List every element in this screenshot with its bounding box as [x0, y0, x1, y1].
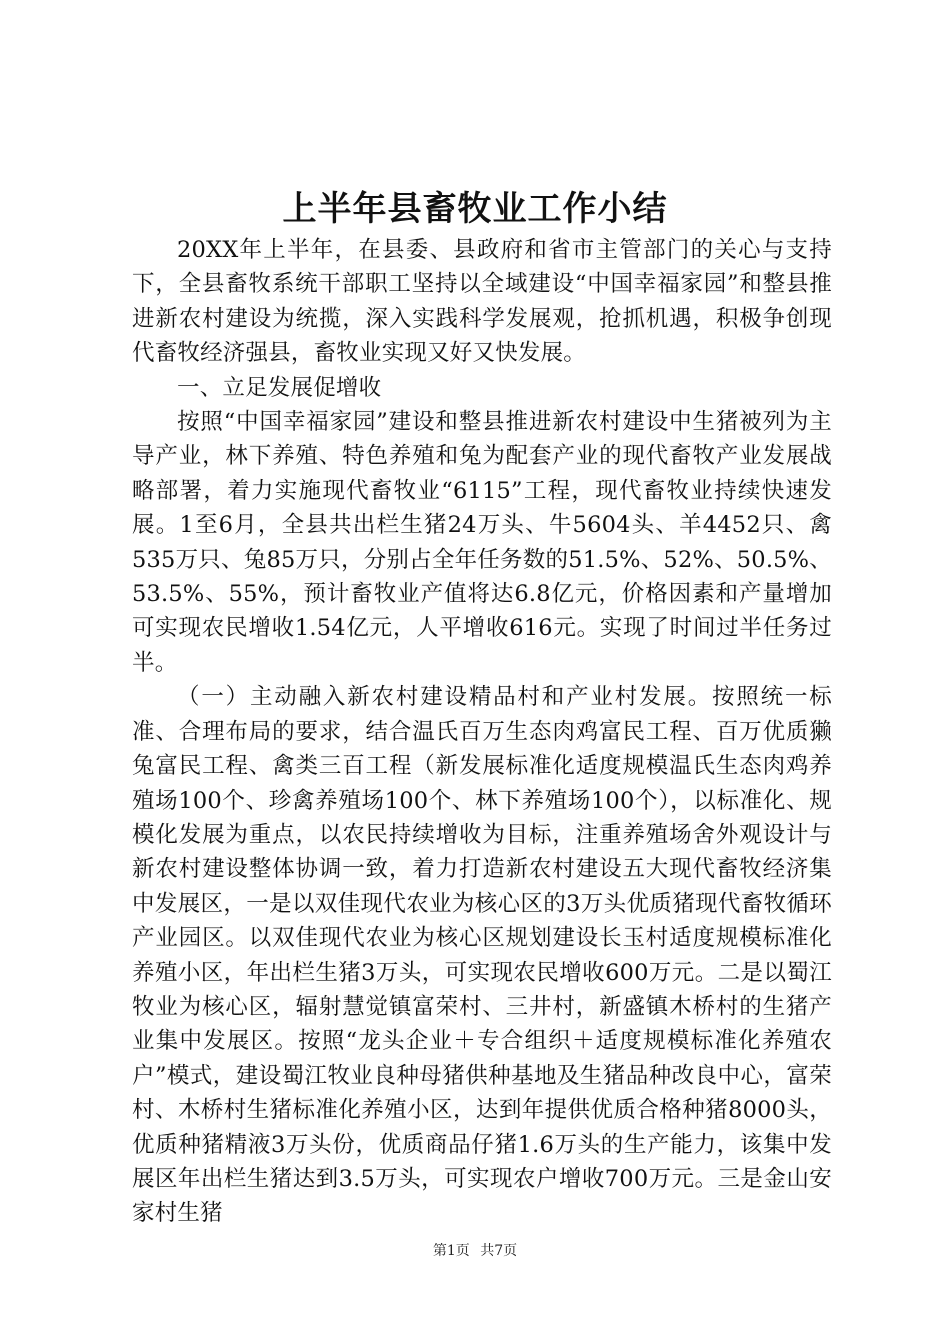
page-number: 第1页 [432, 1243, 470, 1259]
page-total: 共7页 [480, 1243, 518, 1259]
paragraph-intro: 20XX年上半年，在县委、县政府和省市主管部门的关心与支持下，全县畜牧系统干部职工坚持以全域建设“中国幸福家园”和整县推进新农村建设为统揽，深入实践科学发展观，抢抓机遇，积极争创现代畜牧经济强县，畜牧业实现又好又快发展。 [132, 237, 832, 367]
document-body [132, 233, 832, 1231]
paragraph-development: 按照“中国幸福家园”建设和整县推进新农村建设中生猪被列为主导产业，林下养殖、特色养殖和兔为配套产业的现代畜牧产业发展战略部署，着力实施现代畜牧业“6115”工程，现代畜牧业持续快速发展。1至6月，全县共出栏生猪24万头、牛5604头、羊4452只、禽535万只、兔85万只，分别占全年任务数的51.5%、52%、50.5%、53.5%、55%，预计畜牧业产值将达6.8亿元，价格因素和产量增加可实现农民增收1.54亿元，人平增收616元。实现了时间过半任务过半。 [132, 409, 832, 676]
paragraph-new-village: （一）主动融入新农村建设精品村和产业村发展。按照统一标准、合理布局的要求，结合温氏百万生态肉鸡富民工程、百万优质獭兔富民工程、禽类三百工程（新发展标准化适度规模温氏生态肉鸡养殖场100个、珍禽养殖场100个、林下养殖场100个），以标准化、规模化发展为重点，以农民持续增收为目标，注重养殖场舍外观设计与新农村建设整体协调一致，着力打造新农村建设五大现代畜牧经济集中发展区，一是以双佳现代农业为核心区的3万头优质猪现代畜牧循环产业园区。以双佳现代农业为核心区规划建设长玉村适度规模标准化养殖小区，年出栏生猪3万头，可实现农民增收600万元。二是以蜀江牧业为核心区，辐射慧觉镇富荣村、三井村，新盛镇木桥村的生猪产业集中发展区。按照“龙头企业＋专合组织＋适度规模标准化养殖农户”模式，建设蜀江牧业良种母猪供种基地及生猪品种改良中心，富荣村、木桥村生猪标准化养殖小区，达到年提供优质合格种猪8000头，优质种猪精液3万头份，优质商品仔猪1.6万头的生产能力，该集中发展区年出栏生猪达到3.5万头，可实现农户增收700万元。三是金山安家村生猪 [132, 684, 832, 1227]
section-heading: 一、立足发展促增收 [177, 374, 382, 401]
document-title: 上半年县畜牧业工作小结 [282, 189, 668, 229]
page-footer [0, 1241, 950, 1261]
